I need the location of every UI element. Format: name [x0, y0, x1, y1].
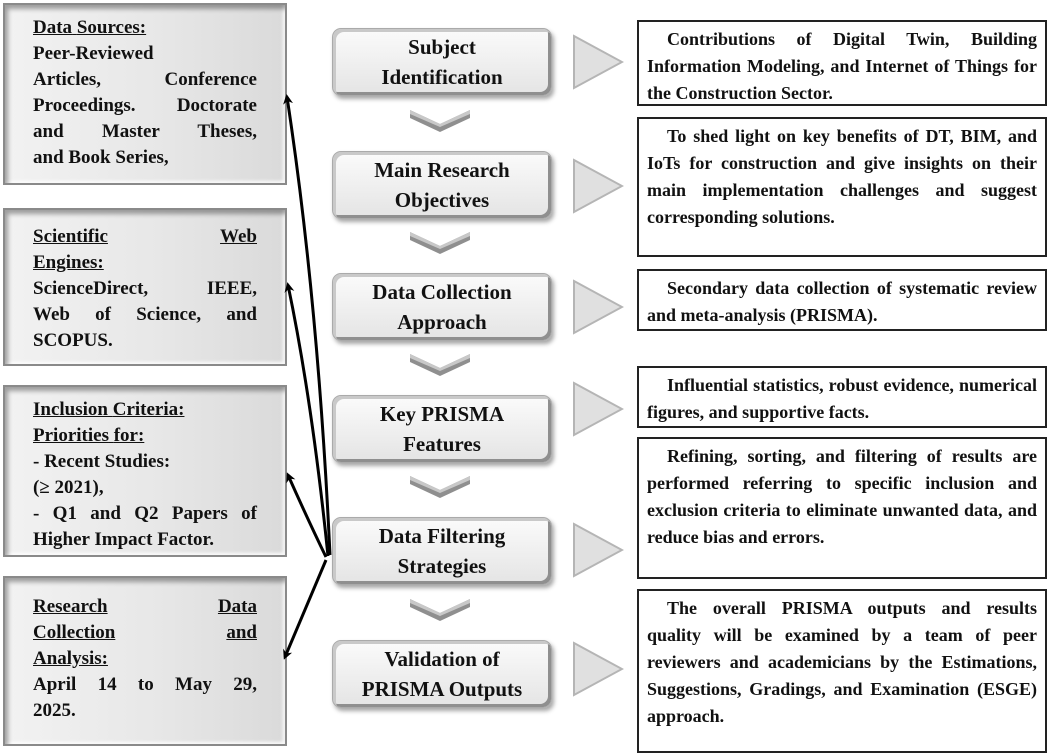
- triangle-right-icon: [572, 641, 624, 697]
- description-key-prisma-features: Influential statistics, robust evidence, numerical figures, and supportive facts.: [637, 366, 1047, 428]
- chevron-down-icon: [410, 474, 470, 500]
- search-engines-line: ScienceDirect, IEEE,: [33, 278, 257, 299]
- search-engines-heading: Scientific Web: [33, 226, 257, 247]
- inclusion-criteria-heading: Inclusion Criteria:: [33, 399, 185, 420]
- step-main-research-objectives: [332, 151, 552, 219]
- data-sources-line: Proceedings. Doctorate: [33, 95, 257, 116]
- triangle-right-icon: [572, 279, 624, 335]
- data-sources-line: Articles, Conference: [33, 69, 257, 90]
- inclusion-criteria-line: - Recent Studies:: [33, 451, 171, 472]
- step-label: Subject: [408, 35, 476, 59]
- step-key-prisma-features: [332, 395, 552, 463]
- data-collection-period-heading: Analysis:: [33, 648, 108, 669]
- description-data-collection-approach: Secondary data collection of systematic review and meta-analysis (PRISMA).: [637, 269, 1047, 331]
- step-label: Validation of: [384, 647, 500, 671]
- step-label: Strategies: [397, 554, 487, 578]
- inclusion-criteria-line: (≥ 2021),: [33, 477, 104, 498]
- chevron-down-icon: [410, 108, 470, 134]
- triangle-right-icon: [572, 381, 624, 437]
- step-label: Data Filtering: [378, 524, 506, 548]
- chevron-down-icon: [410, 597, 470, 623]
- step-validation-of-prisma-outputs: [332, 640, 552, 708]
- triangle-right-icon: [572, 158, 624, 214]
- inclusion-criteria-line: Higher Impact Factor.: [33, 529, 215, 550]
- description-data-filtering-strategies: Refining, sorting, and filtering of results are performed referring to specific inclusion and exclusion criteria to eliminate unwanted data, and reduce bias and errors.: [637, 437, 1047, 579]
- search-engines-heading: Engines:: [33, 252, 104, 273]
- step-label: Data Collection: [372, 280, 512, 304]
- inclusion-criteria-heading: Priorities for:: [33, 425, 145, 446]
- step-label: Key PRISMA: [379, 402, 505, 426]
- inclusion-criteria-line: - Q1 and Q2 Papers of: [33, 503, 257, 524]
- triangle-right-icon: [572, 522, 624, 578]
- step-label: Features: [403, 432, 481, 456]
- step-label: Objectives: [394, 188, 490, 212]
- data-sources-heading: Data Sources:: [33, 17, 147, 38]
- data-collection-period-line: 2025.: [33, 700, 76, 721]
- chevron-down-icon: [410, 230, 470, 256]
- step-label: Approach: [397, 310, 487, 334]
- description-main-research-objectives: To shed light on key benefits of DT, BIM, and IoTs for construction and give insights on their main implementation challenges and suggest corresponding solutions.: [637, 117, 1047, 257]
- data-sources-line: and Book Series,: [33, 147, 169, 168]
- step-data-filtering-strategies: [332, 517, 552, 585]
- step-subject-identification: [332, 28, 552, 96]
- step-label: Main Research: [374, 158, 510, 182]
- triangle-right-icon: [572, 34, 624, 90]
- data-collection-period-heading: Collection and: [33, 622, 257, 643]
- data-sources-line: Peer-Reviewed: [33, 43, 154, 64]
- description-subject-identification: Contributions of Digital Twin, Building Information Modeling, and Internet of Things for the Construction Sector.: [637, 20, 1047, 106]
- search-engines-line: SCOPUS.: [33, 330, 113, 351]
- data-collection-period-heading: Research Data: [33, 596, 257, 617]
- step-data-collection-approach: [332, 273, 552, 341]
- step-label: PRISMA Outputs: [361, 677, 523, 701]
- search-engines-line: Web of Science, and: [33, 304, 257, 325]
- description-validation-of-prisma-outputs: The overall PRISMA outputs and results quality will be examined by a team of peer reviewers and academicians by the Estimations, Suggestions, Gradings, and Examination (ESGE) approach.: [637, 589, 1047, 753]
- chevron-down-icon: [410, 352, 470, 378]
- arrow-to-data-collection-period: [285, 560, 326, 657]
- data-sources-line: and Master Theses,: [33, 121, 257, 142]
- data-collection-period-line: April 14 to May 29,: [33, 674, 257, 695]
- step-label: Identification: [381, 65, 503, 89]
